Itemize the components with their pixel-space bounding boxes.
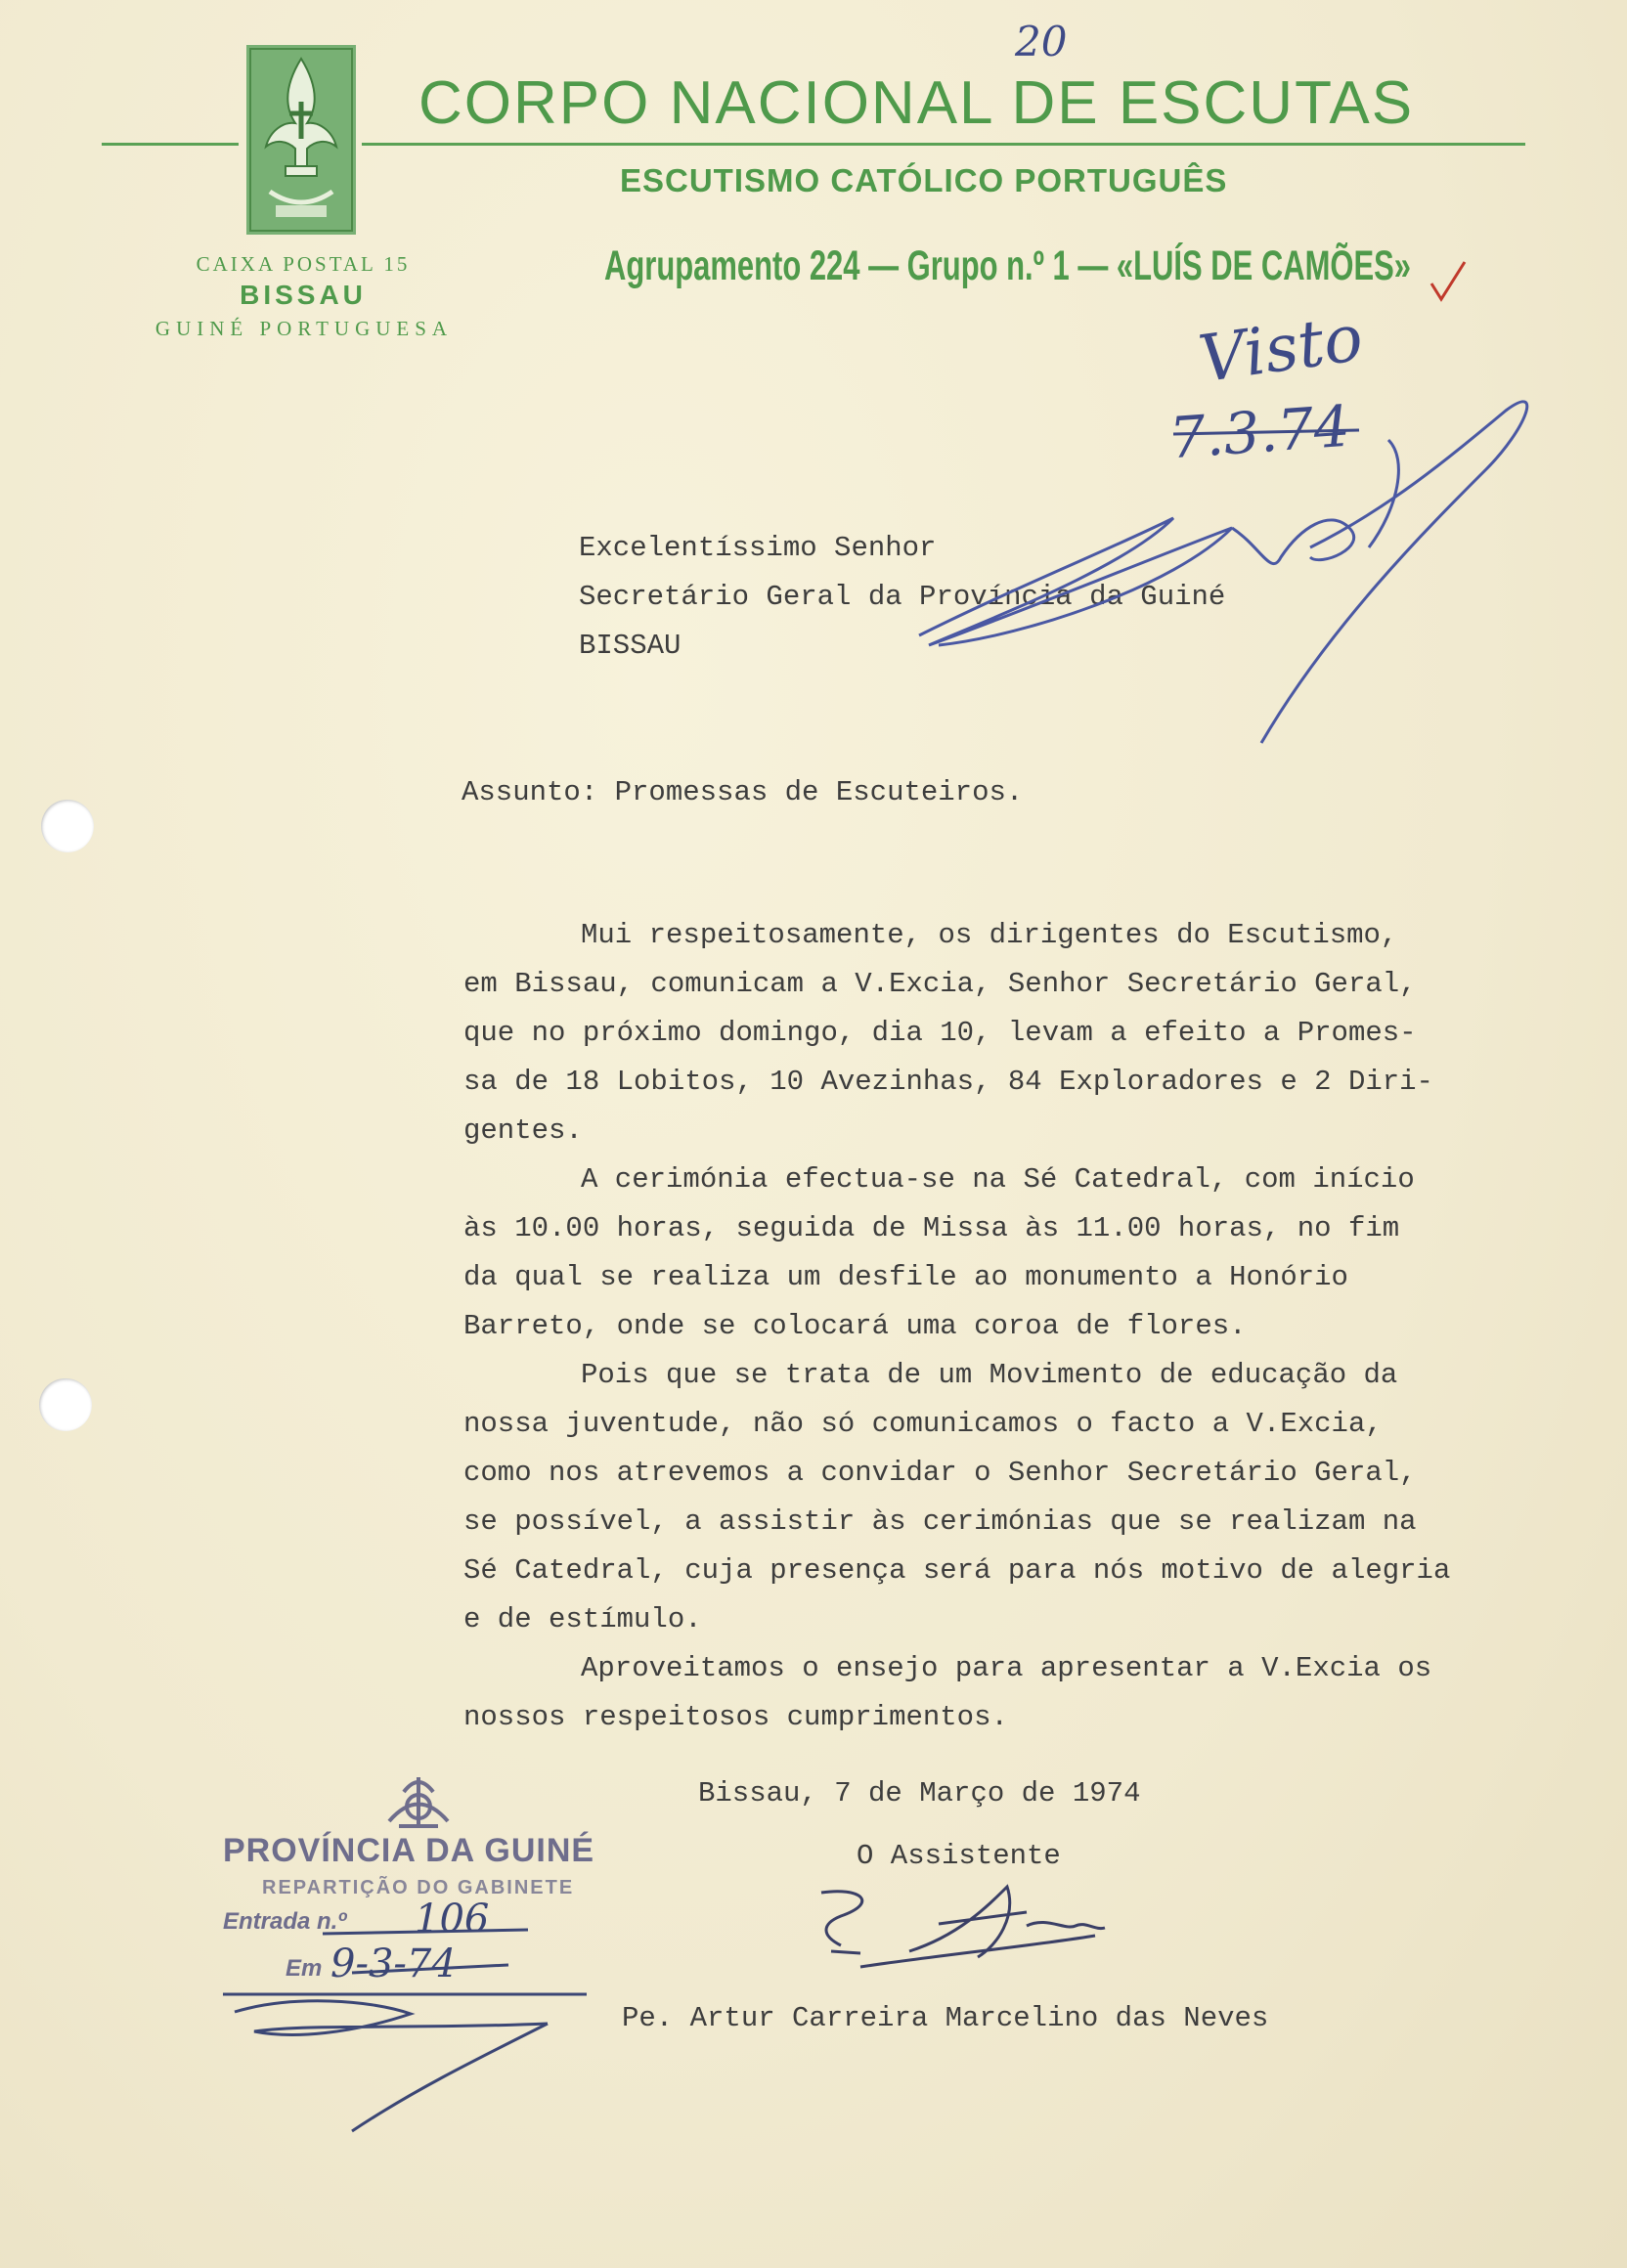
- organization-title: CORPO NACIONAL DE ESCUTAS: [418, 69, 1415, 137]
- paragraph-2-line: Barreto, onde se colocará uma coroa de flores.: [463, 1310, 1247, 1342]
- address-line-3: GUINÉ PORTUGUESA: [154, 317, 454, 340]
- paragraph-3-line: Pois que se trata de um Movimento de educação da: [581, 1359, 1398, 1391]
- paragraph-3-line: nossa juventude, não só comunicamos o facto a V.Excia,: [463, 1408, 1383, 1440]
- group-name: Agrupamento 224 — Grupo n.º 1 — «LUÍS DE CAMÕES»: [604, 242, 1411, 289]
- paragraph-3-line: e de estímulo.: [463, 1603, 702, 1636]
- paragraph-2-line: às 10.00 horas, seguida de Missa às 11.00 horas, no fim: [463, 1212, 1400, 1244]
- paragraph-1-line: sa de 18 Lobitos, 10 Avezinhas, 84 Exploradores e 2 Diri-: [463, 1066, 1433, 1098]
- paragraph-1-line: gentes.: [463, 1114, 583, 1147]
- assistant-signature: [821, 1887, 1105, 1967]
- paragraph-4-line: Aproveitamos o ensejo para apresentar a V.Excia os: [581, 1652, 1432, 1684]
- stamp-date-value: 9-3-74: [330, 1941, 457, 1986]
- stamp-entry-label: Entrada n.º: [223, 1908, 347, 1935]
- signatory-name: Pe. Artur Carreira Marcelino das Neves: [622, 2002, 1269, 2034]
- stamp-initials-scribble: [223, 1930, 587, 2131]
- visto-date: 7.3.74: [1166, 392, 1352, 472]
- address-line-2: BISSAU: [240, 280, 367, 310]
- recipient-line-1: Excelentíssimo Senhor: [579, 532, 937, 564]
- subject-line: Assunto: Promessas de Escuteiros.: [462, 776, 1024, 808]
- stamp-line-1: PROVÍNCIA DA GUINÉ: [223, 1832, 595, 1869]
- paragraph-2-line: da qual se realiza um desfile ao monumento a Honório: [463, 1261, 1348, 1293]
- closing-place-date: Bissau, 7 de Março de 1974: [698, 1777, 1141, 1810]
- stamp-date-label: Em: [286, 1955, 323, 1982]
- stamp-entry-number: 106: [415, 1897, 490, 1941]
- recipient-line-2: Secretário Geral da Província da Guiné: [579, 581, 1226, 613]
- paragraph-4-line: nossos respeitosos cumprimentos.: [463, 1701, 1008, 1733]
- paragraph-1-line: em Bissau, comunicam a V.Excia, Senhor Secretário Geral,: [463, 968, 1417, 1000]
- official-signature-scribble: [919, 402, 1527, 743]
- address-line-1: CAIXA POSTAL 15: [196, 252, 411, 276]
- paragraph-1-line: Mui respeitosamente, os dirigentes do Escutismo,: [581, 919, 1398, 951]
- paragraph-3-line: se possível, a assistir às cerimónias que se realizam na: [463, 1505, 1417, 1538]
- paragraph-3-line: Sé Catedral, cuja presença será para nós motivo de alegria: [463, 1554, 1451, 1587]
- check-mark-icon: [1431, 262, 1465, 299]
- organization-subtitle: ESCUTISMO CATÓLICO PORTUGUÊS: [620, 162, 1228, 198]
- closing-role: O Assistente: [857, 1840, 1061, 1872]
- stamp-line-2: REPARTIÇÃO DO GABINETE: [262, 1877, 575, 1898]
- paragraph-1-line: que no próximo domingo, dia 10, levam a efeito a Promes-: [463, 1017, 1417, 1049]
- page-number: 20: [1015, 18, 1068, 65]
- recipient-line-3: BISSAU: [579, 630, 682, 662]
- paragraph-3-line: como nos atrevemos a convidar o Senhor Secretário Geral,: [463, 1457, 1417, 1489]
- visto-annotation: Visto: [1194, 299, 1368, 398]
- paragraph-2-line: A cerimónia efectua-se na Sé Catedral, com início: [581, 1163, 1415, 1196]
